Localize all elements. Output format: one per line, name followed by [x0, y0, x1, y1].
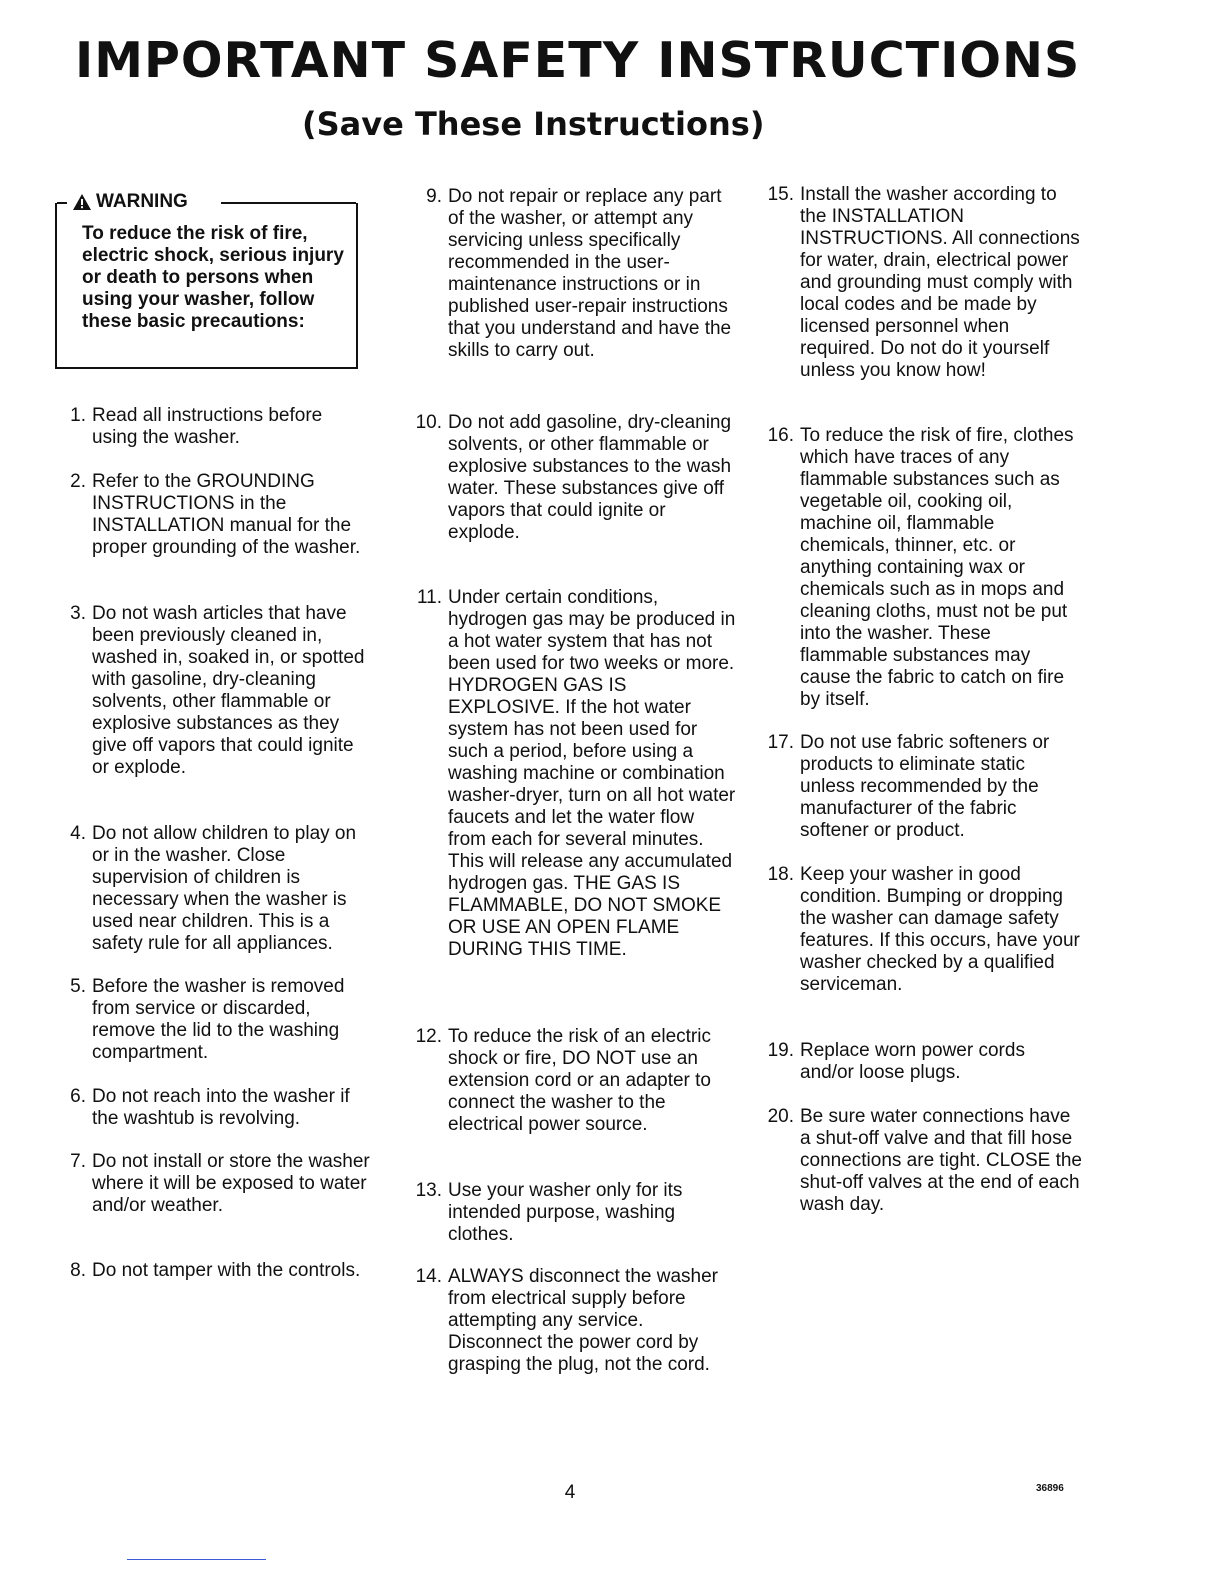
item-number: 19. — [767, 1040, 794, 1061]
list-item — [62, 471, 372, 559]
item-text: Be sure water connections have a shut-off valve and that fill hose connections are tight. CLOSE the shut-off valves at the end of each wash day. — [800, 1106, 1082, 1215]
list-item — [762, 184, 1082, 382]
item-number: 5. — [70, 976, 86, 997]
item-number: 17. — [767, 732, 794, 753]
item-number: 18. — [767, 864, 794, 885]
warning-border-line — [57, 202, 67, 204]
document-code: 36896 — [1036, 1483, 1064, 1494]
list-item — [412, 1266, 737, 1376]
item-number: 20. — [767, 1106, 794, 1127]
item-text: Do not reach into the washer if the washtub is revolving. — [92, 1086, 350, 1129]
item-number: 8. — [70, 1260, 86, 1281]
item-text: To reduce the risk of an electric shock or fire, DO NOT use an extension cord or an adapter to connect the washer to the electrical power source. — [448, 1026, 712, 1135]
list-item — [62, 1260, 360, 1282]
item-text: Before the washer is removed from service or discarded, remove the lid to the washing compartment. — [92, 976, 345, 1063]
list-item — [412, 186, 737, 362]
item-text: Refer to the GROUNDING INSTRUCTIONS in the INSTALLATION manual for the proper grounding of the washer. — [92, 471, 361, 558]
item-number: 3. — [70, 603, 86, 624]
warning-heading — [71, 190, 194, 214]
list-item — [62, 603, 372, 779]
list-item — [62, 976, 372, 1064]
item-text: ALWAYS disconnect the washer from electrical supply before attempting any service. Disconnect the power cord by grasping the plug, not the cord. — [448, 1266, 718, 1375]
item-text: Do not add gasoline, dry-cleaning solvents, or other flammable or explosive substances to the wash water. These substances give off vapors that could ignite or explode. — [448, 412, 732, 543]
page-title: IMPORTANT SAFETY INSTRUCTIONS — [75, 32, 1081, 89]
warning-box — [55, 191, 358, 369]
list-item — [412, 587, 737, 961]
item-text: Replace worn power cords and/or loose plugs. — [800, 1040, 1025, 1083]
divider — [127, 1559, 266, 1560]
item-text: Under certain conditions, hydrogen gas may be produced in a hot water system that has not been used for two weeks or more. HYDROGEN GAS IS EXPLOSIVE. If the hot water system has not been used for such a period, before using a washing machine or combination washer-dryer, turn on all hot water faucets and let the water flow from each for several minutes. This will release any accumulated hydrogen gas. THE GAS IS FLAMMABLE, DO NOT SMOKE OR USE AN OPEN FLAME DURING THIS TIME. — [448, 587, 736, 960]
item-text: To reduce the risk of fire, clothes which have traces of any flammable substances such as vegetable oil, cooking oil, machine oil, flammable chemicals, thinner, etc. or anything containing wax or chemicals such as in mops and cleaning cloths, must not be put into the washer. These flammable substances may cause the fabric to catch on fire by itself. — [800, 425, 1074, 710]
item-number: 7. — [70, 1151, 86, 1172]
list-item — [62, 1086, 372, 1130]
item-text: Do not repair or replace any part of the washer, or attempt any servicing unless specifically recommended in the user-maintenance instructions or in published user-repair instructions that you understand and have the skills to carry out. — [448, 186, 732, 361]
list-item — [762, 425, 1082, 711]
item-text: Do not tamper with the controls. — [92, 1260, 361, 1281]
item-text: Keep your washer in good condition. Bumping or dropping the washer can damage safety features. If this occurs, have your washer checked by a qualified serviceman. — [800, 864, 1080, 995]
page-subtitle: (Save These Instructions) — [302, 105, 765, 143]
list-item — [412, 1180, 737, 1246]
item-number: 6. — [70, 1086, 86, 1107]
warning-border-line — [221, 202, 356, 204]
item-number: 9. — [426, 186, 442, 207]
item-text: Do not use fabric softeners or products to eliminate static unless recommended by the manufacturer of the fabric softener or product. — [800, 732, 1050, 841]
list-item — [412, 412, 737, 544]
list-item — [762, 1040, 1082, 1084]
list-item — [762, 1106, 1082, 1216]
item-number: 1. — [70, 405, 86, 426]
item-number: 16. — [767, 425, 794, 446]
item-text: Read all instructions before using the washer. — [92, 405, 323, 448]
item-text: Do not install or store the washer where it will be exposed to water and/or weather. — [92, 1151, 370, 1216]
list-item — [412, 1026, 737, 1136]
page-number: 4 — [564, 1482, 576, 1503]
warning-text: To reduce the risk of fire, electric shock, serious injury or death to persons when using your washer, follow these basic precautions: — [82, 223, 344, 332]
warning-triangle-icon — [73, 194, 91, 210]
list-item — [62, 823, 372, 955]
warning-heading-label: WARNING — [96, 191, 188, 212]
list-item — [762, 864, 1082, 996]
item-number: 4. — [70, 823, 86, 844]
item-number: 14. — [415, 1266, 442, 1287]
item-text: Do not wash articles that have been previously cleaned in, washed in, soaked in, or spotted with gasoline, dry-cleaning solvents, other flammable or explosive substances as they give off vapors that could ignite or explode. — [92, 603, 365, 778]
list-item — [62, 1151, 372, 1217]
item-number: 12. — [415, 1026, 442, 1047]
list-item — [62, 405, 372, 449]
list-item — [762, 732, 1082, 842]
item-text: Install the washer according to the INSTALLATION INSTRUCTIONS. All connections for water, drain, electrical power and grounding must comply with local codes and be made by licensed personnel when required. Do not do it yourself unless you know how! — [800, 184, 1080, 381]
item-text: Use your washer only for its intended purpose, washing clothes. — [448, 1180, 683, 1245]
item-number: 13. — [415, 1180, 442, 1201]
item-number: 2. — [70, 471, 86, 492]
item-text: Do not allow children to play on or in the washer. Close supervision of children is necessary when the washer is used near children. This is a safety rule for all appliances. — [92, 823, 357, 954]
item-number: 10. — [415, 412, 442, 433]
item-number: 11. — [416, 587, 442, 608]
item-number: 15. — [767, 184, 794, 205]
